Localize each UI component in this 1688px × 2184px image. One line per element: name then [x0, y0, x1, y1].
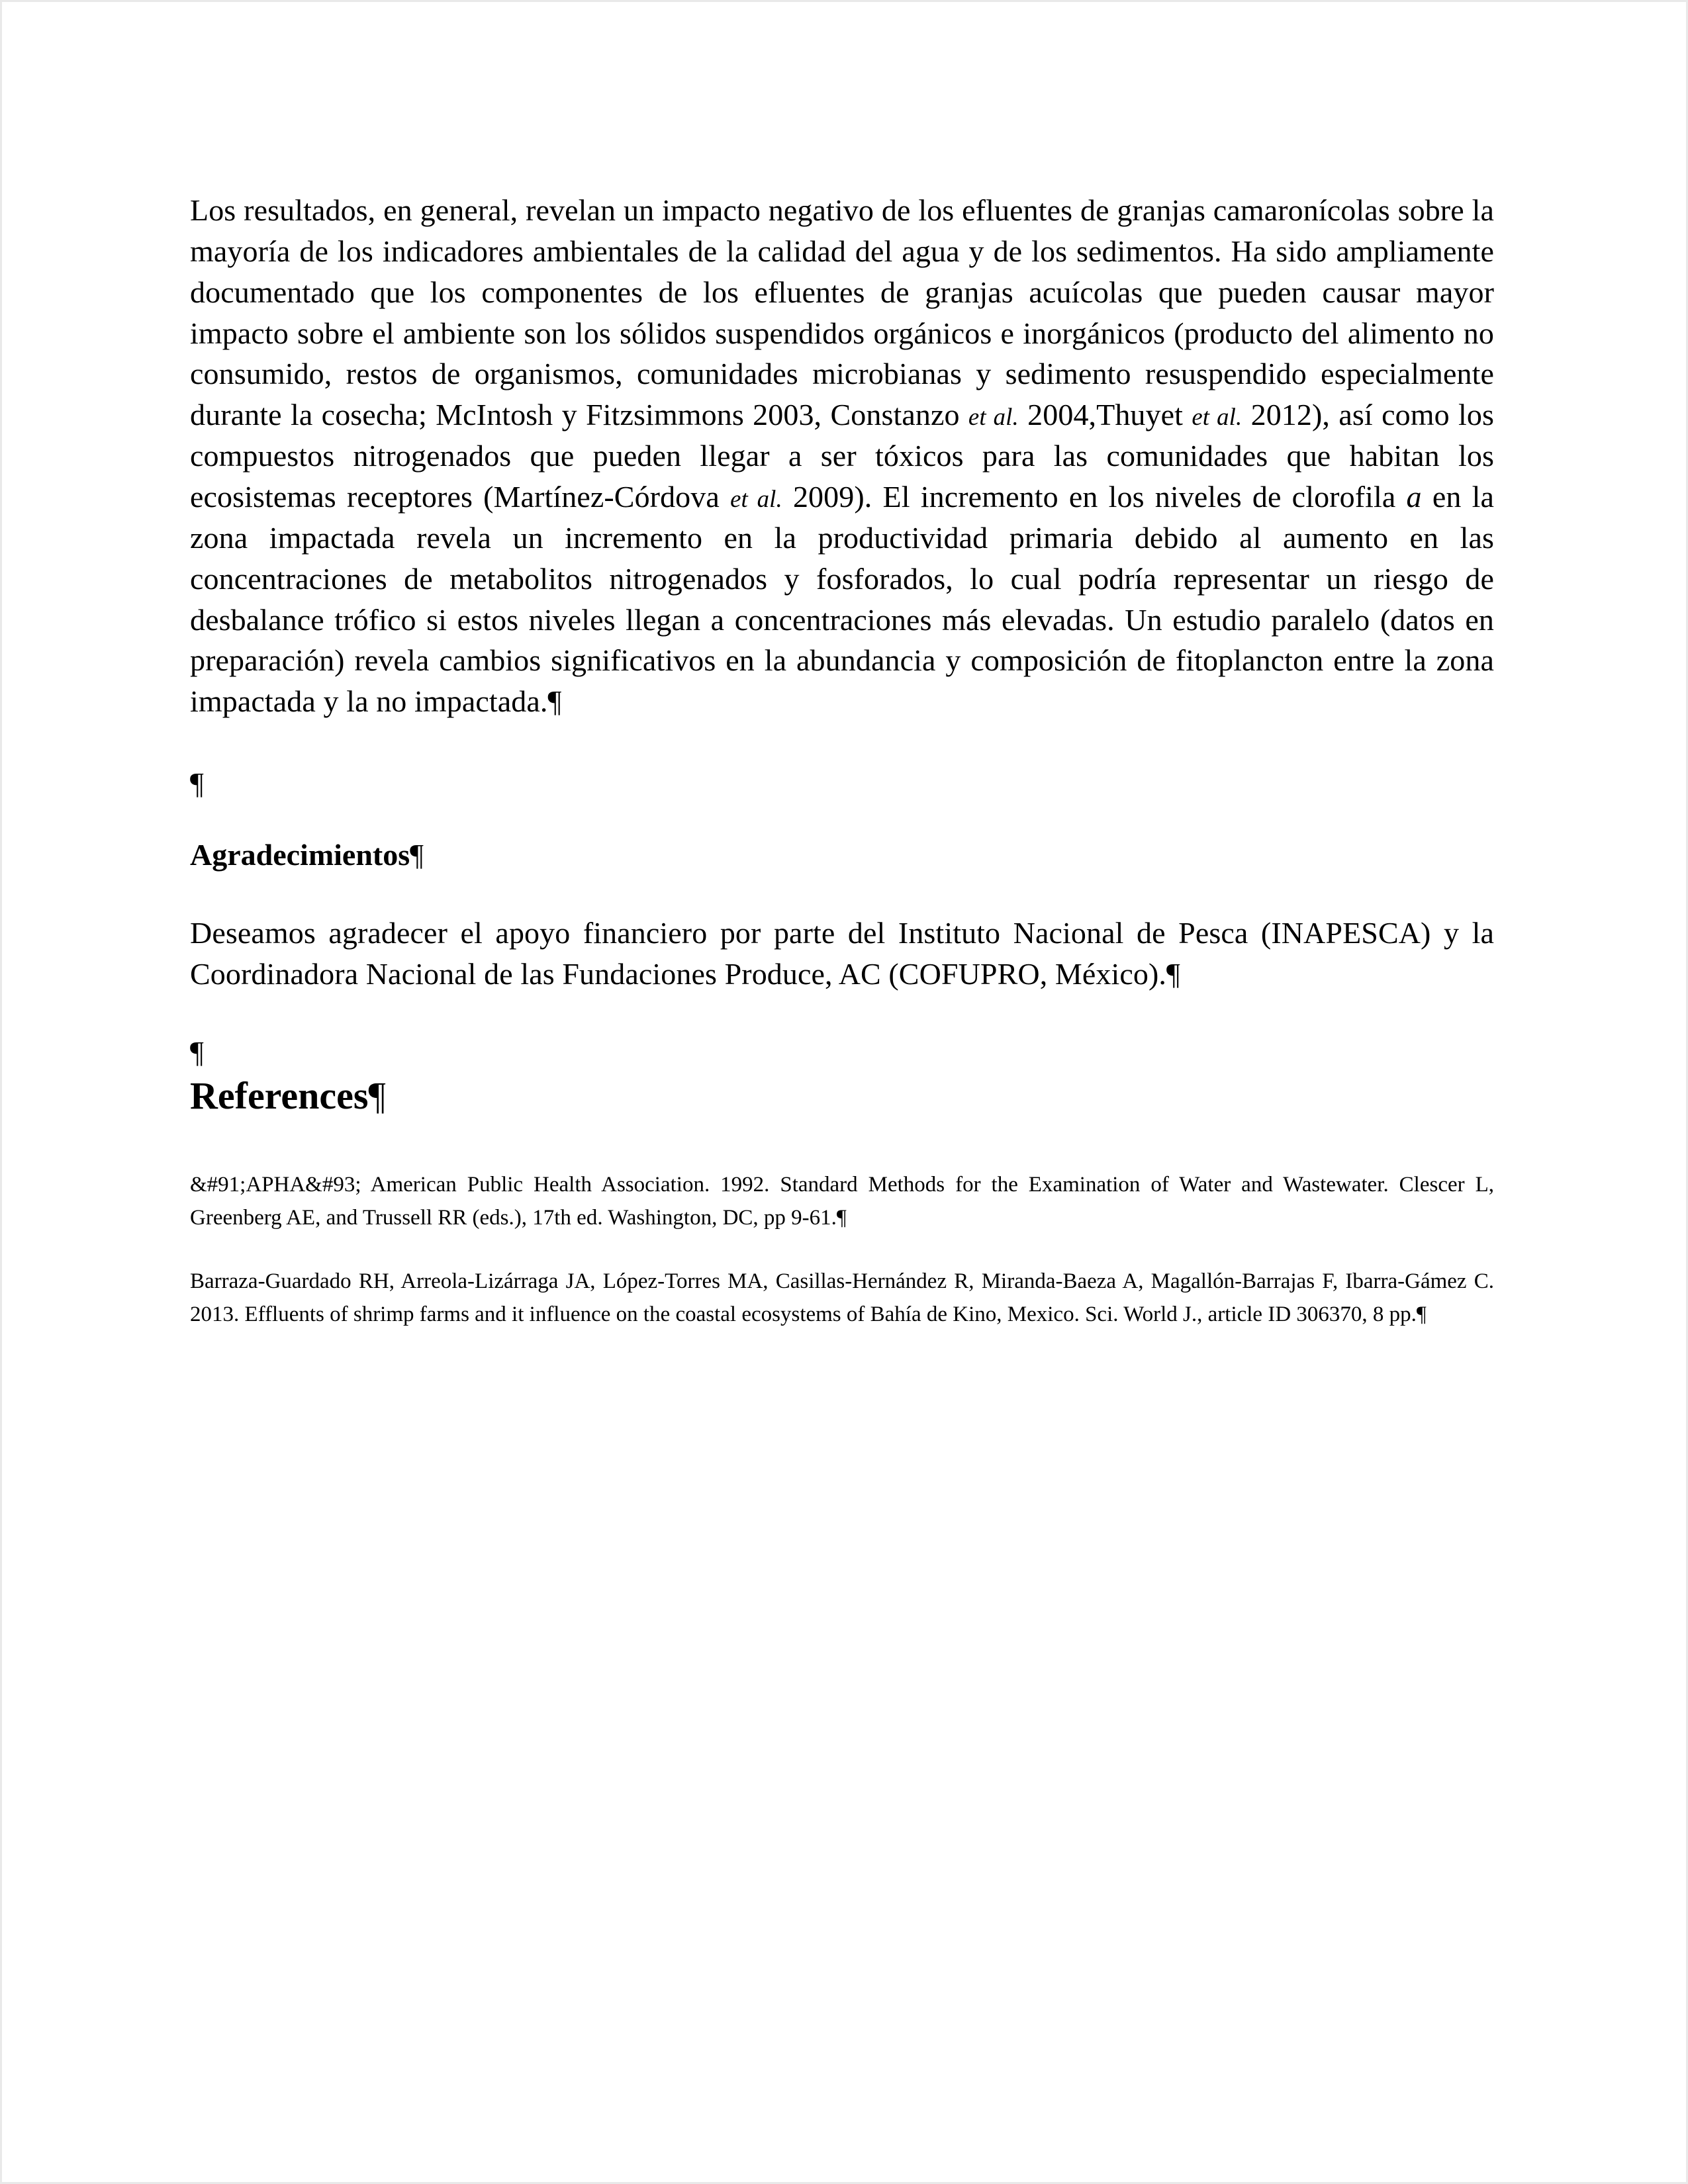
pilcrow-mark-refs-heading: ¶: [368, 1074, 386, 1118]
pilcrow-mark-discussion: ¶: [547, 684, 562, 719]
references-heading: [190, 1072, 1494, 1120]
pilcrow-mark-ack-heading: ¶: [410, 838, 424, 872]
spacer-after-references-heading: [190, 1120, 1494, 1168]
reference-entry: [190, 1168, 1494, 1234]
et-al-thuyet: et al.: [1192, 403, 1243, 431]
acknowledgements-paragraph: [190, 913, 1494, 995]
references-heading-text: References: [190, 1074, 369, 1118]
document-content: [190, 190, 1494, 1332]
spacer-between-references: [190, 1234, 1494, 1265]
discussion-text-part-2: 2004,Thuyet: [1018, 398, 1192, 432]
spacer-after-ack-heading: [190, 876, 1494, 913]
discussion-text-part-3: 2012), así como los compuestos nitrogenados que pueden llegar a ser tóxicos para las comunidades que habitan los ecosistemas receptores (Martínez-Córdova: [190, 398, 1494, 514]
acknowledgements-heading: [190, 835, 1494, 876]
reference-entry: [190, 1265, 1494, 1331]
chlorophyll-a-italic: a: [1406, 480, 1422, 514]
discussion-text-part-1: Los resultados, en general, revelan un impacto negativo de los efluentes de granjas camaronícolas sobre la mayoría de los indicadores ambientales de la calidad del agua y de los sedimentos. Ha sido ampliamente documentado que los componentes de los efluentes de granjas acuícolas que pueden causar mayor impacto sobre el ambiente son los sólidos suspendidos orgánicos e inorgánicos (producto del alimento no consumido, restos de organismos, comunidades microbianas y sedimento resuspendido especialmente durante la cosecha; McIntosh y Fitzsimmons 2003, Constanzo: [190, 193, 1494, 432]
acknowledgements-heading-text: Agradecimientos: [190, 838, 410, 872]
discussion-text-part-4: 2009). El incremento en los niveles de clorofila: [782, 480, 1407, 514]
discussion-text-part-5: en la zona impactada revela un incremento en la productividad primaria debido al aumento en las concentraciones de metabolitos nitrogenados y fosforados, lo cual podría representar un riesgo de desbalance trófico si estos niveles llegan a concentraciones más elevadas. Un estudio paralelo (datos en preparación) revela cambios significativos en la abundancia y composición de fitoplancton entre la zona impactada y la no impactada.: [190, 480, 1494, 719]
pilcrow-mark-empty-1: ¶: [190, 766, 204, 801]
pilcrow-mark-empty-2: ¶: [190, 1034, 204, 1069]
pilcrow-mark-ack-body: ¶: [1166, 956, 1180, 991]
reference-text: &#91;APHA&#93; American Public Health Association. 1992. Standard Methods for the Examination of Water and Wastewater. Clescer L, Greenberg AE, and Trussell RR (eds.), 17th ed. Washington, DC, pp 9-61.: [190, 1172, 1494, 1230]
empty-paragraph-mark-1: [190, 763, 1494, 804]
spacer-after-discussion: [190, 722, 1494, 763]
pilcrow-mark-reference-2: ¶: [1416, 1302, 1427, 1327]
reference-text: Barraza-Guardado RH, Arreola-Lizárraga JA, López-Torres MA, Casillas-Hernández R, Miranda-Baeza A, Magallón-Barrajas F, Ibarra-Gámez C. 2013. Effluents of shrimp farms and it influence on the coastal ecosystems of Bahía de Kino, Mexico. Sci. World J., article ID 306370, 8 pp.: [190, 1269, 1494, 1327]
acknowledgements-body-text: Deseamos agradecer el apoyo financiero por parte del Instituto Nacional de Pesca (INAPESCA) y la Coordinadora Nacional de las Fundaciones Produce, AC (COFUPRO, México).: [190, 915, 1494, 991]
spacer-after-ack-body: [190, 995, 1494, 1032]
pilcrow-mark-reference-1: ¶: [836, 1206, 847, 1230]
discussion-paragraph: [190, 190, 1494, 722]
et-al-constanzo: et al.: [968, 403, 1019, 431]
et-al-martinez-cordova: et al.: [730, 485, 782, 513]
spacer-before-acknowledgements: [190, 804, 1494, 835]
empty-paragraph-mark-2: [190, 1032, 1494, 1073]
